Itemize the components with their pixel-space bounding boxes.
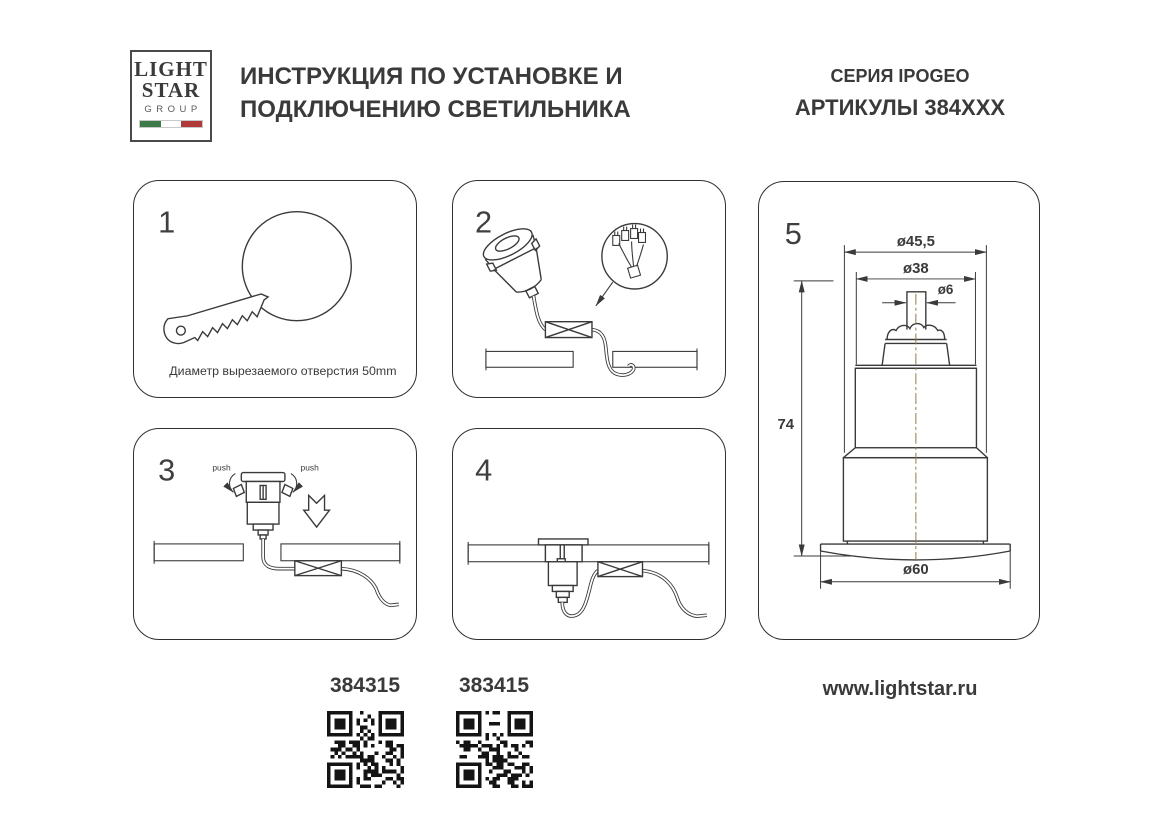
series-label: СЕРИЯ IPOGEO: [830, 66, 970, 86]
mounting-surface: [486, 348, 697, 370]
junction-box: [545, 322, 592, 338]
logo-group: GROUP: [144, 104, 202, 115]
series-block: [770, 66, 1030, 121]
junction-box: [295, 561, 342, 576]
step-number: 3: [158, 452, 176, 488]
step-panel-3: [133, 428, 417, 640]
detail-pointer-arrow: [596, 282, 613, 306]
fixture-outline: [821, 292, 1011, 561]
junction-box: [598, 562, 643, 577]
step1-diagram: [134, 181, 416, 397]
mounting-surface: [154, 541, 400, 564]
flag-white-segment: [161, 121, 182, 127]
insert-down-arrow-icon: [304, 495, 330, 527]
logo-light: LIGHT: [134, 57, 208, 81]
light-fixture: [233, 473, 292, 539]
title-line-2: ПОДКЛЮЧЕНИЮ СВЕТИЛЬНИКА: [240, 96, 631, 123]
flag-red-segment: [181, 121, 202, 127]
step-panel-4: [452, 428, 726, 640]
magnifier-detail: [596, 224, 667, 306]
lightstar-logo: [130, 50, 212, 142]
step-panel-2: [452, 180, 726, 398]
article-number-2: 383415: [458, 674, 530, 697]
step4-diagram: [453, 429, 725, 639]
title-line-1: ИНСТРУКЦИЯ ПО УСТАНОВКЕ И: [240, 63, 623, 90]
step-number: 4: [475, 452, 493, 488]
step-number: 2: [475, 204, 493, 240]
hole-diameter-caption: Диаметр вырезаемого отверстия 50mm: [169, 364, 397, 379]
dimension-drawing: [759, 182, 1039, 639]
logo-star: STAR: [141, 78, 201, 102]
push-label-left: push: [212, 462, 231, 473]
installed-fixture: [538, 539, 588, 602]
step-panel-5: [758, 181, 1040, 640]
qr-code-1: [327, 711, 404, 788]
svg-text:ø60: ø60: [903, 561, 929, 578]
website-url: www.lightstar.ru: [822, 678, 978, 700]
saw-icon: [164, 294, 268, 344]
svg-text:ø38: ø38: [903, 260, 929, 277]
step3-diagram: [134, 429, 416, 639]
page-title: [240, 60, 720, 126]
step2-diagram: [453, 181, 725, 397]
svg-text:74: 74: [777, 416, 795, 433]
articles-label: АРТИКУЛЫ 384XXX: [794, 95, 1006, 120]
svg-text:ø6: ø6: [937, 281, 954, 297]
step-number: 5: [784, 216, 802, 252]
push-label-right: push: [300, 462, 319, 473]
italian-flag-bar: [139, 120, 203, 128]
supply-wire: [562, 571, 707, 617]
step-panel-1: [133, 180, 417, 398]
article-number-1: 384315: [329, 674, 401, 697]
svg-text:ø45,5: ø45,5: [896, 234, 935, 251]
flag-green-segment: [140, 121, 161, 127]
step-number: 1: [158, 204, 176, 240]
qr-code-2: [456, 711, 533, 788]
